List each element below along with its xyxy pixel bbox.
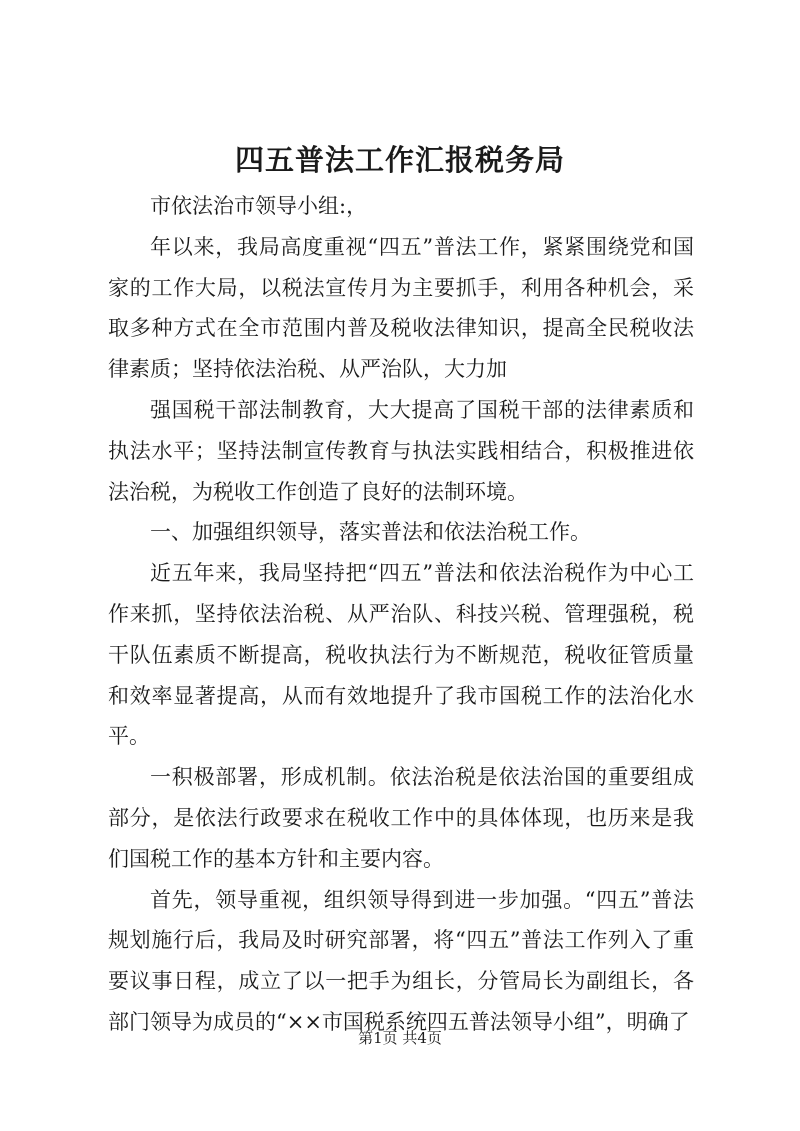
salutation-paragraph: 市依法治市领导小组:， [150,194,368,218]
body-paragraph: 首先，领导重视，组织领导得到进一步加强。“四五”普法规划施行后，我局及时研究部署，将“四五”普法工作列入了重要议事日程，成立了以一把手为组长，分管局长为副组长，各部门领导为成员的“××市国税系统四五普法领导小组”，明确了 [108,887,694,1034]
section-heading: 一、加强组织领导，落实普法和依法治税工作。 [150,520,591,545]
body-paragraph: 近五年来，我局坚持把“四五”普法和依法治税作为中心工作来抓，坚持依法治税、从严治队、科技兴税、管理强税，税干队伍素质不断提高，税收执法行为不断规范，税收征管质量和效率显著提高，从而有效地提升了我市国税工作的法治化水平。 [108,561,694,749]
document-body [108,186,694,1043]
body-paragraph: 一积极部署，形成机制。依法治税是依法治国的重要组成部分，是依法行政要求在税收工作中的具体体现，也历来是我们国税工作的基本方针和主要内容。 [108,765,694,871]
body-paragraph: 年以来，我局高度重视“四五”普法工作，紧紧围绕党和国家的工作大局，以税法宣传月为主要抓手，利用各种机会，采取多种方式在全市范围内普及税收法律知识，提高全民税收法律素质；坚持依法治税、从严治队，大力加 [108,234,694,382]
document-title: 四五普法工作汇报税务局 [234,143,565,177]
page-footer: 第1页 共4页 [358,1029,442,1047]
body-paragraph: 强国税干部法制教育，大大提高了国税干部的法律素质和执法水平；坚持法制宣传教育与执法实践相结合，积极推进依法治税，为税收工作创造了良好的法制环境。 [108,397,694,504]
